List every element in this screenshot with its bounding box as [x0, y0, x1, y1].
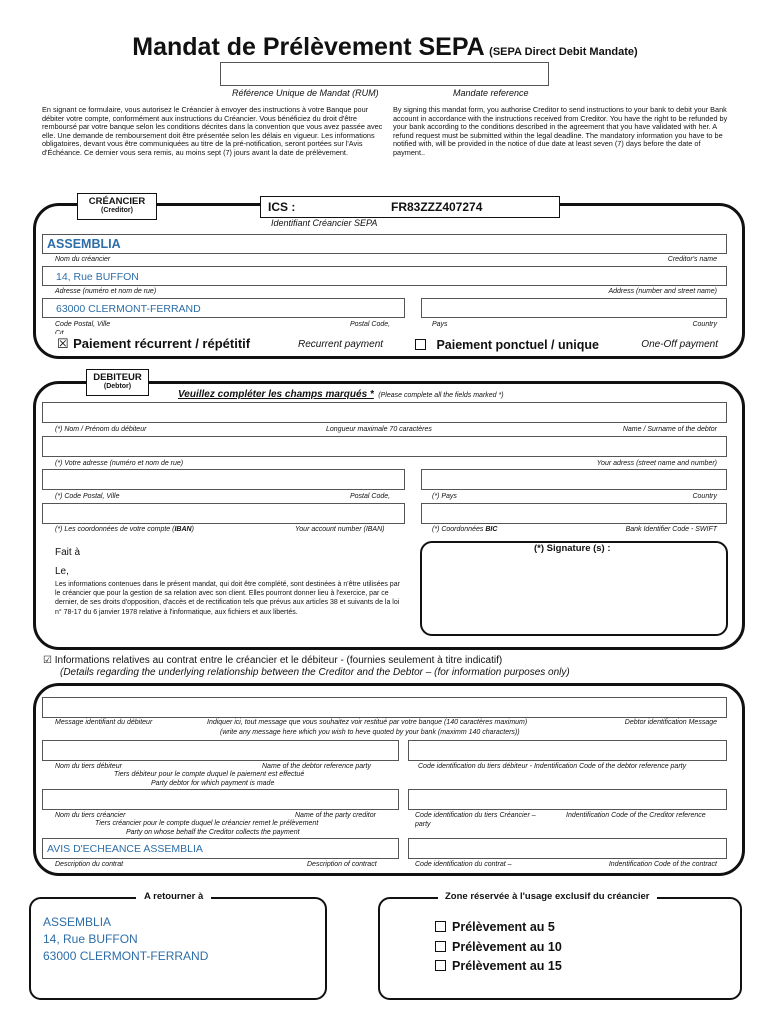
- debtor-bic-field[interactable]: [421, 503, 727, 524]
- oneoff-label-en: One-Off payment: [641, 339, 718, 350]
- oneoff-label: Paiement ponctuel / unique: [436, 338, 599, 352]
- tiers-creancier-code-label2: party: [415, 821, 431, 828]
- creancier-country-label: Pays: [432, 321, 448, 328]
- debtor-message-label: Message identifiant du débiteur: [55, 719, 153, 726]
- tiers-debiteur-code-label: Code identification du tiers débiteur - Indentification Code of the debtor reference party: [418, 763, 687, 770]
- recurrent-label: Paiement récurrent / répétitif: [73, 336, 251, 351]
- debtor-city-field[interactable]: [42, 469, 405, 490]
- return-address: [43, 914, 208, 965]
- debtor-bic-label: (*) Coordonnées BIC: [432, 526, 498, 533]
- creancier-country-field[interactable]: [421, 298, 727, 318]
- creancier-city-label: Code Postal, Ville: [55, 321, 111, 328]
- creancier-city-value: 63000 CLERMONT-FERRAND: [56, 303, 201, 315]
- creancier-address-field[interactable]: [42, 266, 727, 286]
- contract-code-field[interactable]: [408, 838, 727, 859]
- creancier-address-value: 14, Rue BUFFON: [56, 271, 139, 283]
- contract-description-label: Description du contrat: [55, 861, 124, 868]
- creancier-city-label-en: Postal Code,: [350, 321, 391, 328]
- ics-box: [260, 196, 560, 218]
- return-address-line1: ASSEMBLIA: [43, 915, 112, 929]
- tiers-debiteur-name-field[interactable]: [42, 740, 399, 761]
- tiers-debiteur-desc: Tiers débiteur pour le compte duquel le paiement est effectué: [114, 771, 305, 778]
- ics-label: ICS :: [268, 200, 296, 214]
- return-address-label: A retourner à: [136, 891, 211, 902]
- debit-day-options: [435, 918, 562, 977]
- rum-input[interactable]: [220, 62, 549, 86]
- contract-code-label: Code identification du contrat –: [415, 861, 512, 868]
- checkbox-icon[interactable]: [435, 960, 446, 971]
- tiers-creancier-label-en: Name of the party creditor: [295, 812, 376, 819]
- tiers-debiteur-label: Nom du tiers débiteur: [55, 763, 122, 770]
- creancier-label-en: (Creditor): [101, 207, 133, 214]
- debtor-city-label-en: Postal Code,: [350, 493, 391, 500]
- debtor-message-field[interactable]: [42, 697, 727, 718]
- intro-fr: En signant ce formulaire, vous autorisez le Créancier à envoyer des instructions à votre Banque pour débiter votre compte, conformément aux instructions du Créancier. Vous bénéficiez du droit d'être remboursé par votre banque selon les conditions décrites dans la convention que vous avez passée avec elle. Une demande de remboursement doit être présentée selon les délais en vigueur. Les informations obligatoires, devant vous être communiquées au titre de la pré-notification, seront portées sur l'Avis d'Échéance. Ce dernier vous sera remis, au moins sept (7) jours avant la date de prélèvement.: [42, 105, 383, 157]
- tiers-creancier-label: Nom du tiers créancier: [55, 812, 126, 819]
- tiers-debiteur-label-en: Name of the debtor reference party: [262, 763, 371, 770]
- debtor-message-hint-en: (write any message here which you wish to heve quoted by your bank (maximm 140 characters)): [220, 729, 520, 736]
- date-label: Le,: [55, 566, 69, 577]
- creancier-address-label: Adresse (numéro et nom de rue): [55, 288, 157, 295]
- debtor-city-label: (*) Code Postal, Ville: [55, 493, 120, 500]
- recurrent-option[interactable]: [57, 335, 250, 353]
- tiers-creancier-code-label-en: Indentification Code of the Creditor reference: [566, 812, 706, 819]
- debtor-message-hint: Indiquer ici, tout message que vous souhaitez voir restitué par votre banque (140 caractères maximum): [207, 719, 528, 726]
- oneoff-option[interactable]: [415, 336, 599, 354]
- debiteur-label-en: (Debtor): [103, 383, 132, 390]
- tiers-creancier-desc-en: Party on whose behalf the Creditor collects the payment: [126, 829, 300, 836]
- checkbox-icon[interactable]: [435, 921, 446, 932]
- debtor-bic-label-en: Bank Identifier Code - SWIFT: [625, 526, 717, 533]
- privacy-notice: Les informations contenues dans le présent mandat, qui doit être complété, sont destinées à n'être utilisées par le créancier que pour la gestion de sa relation avec son client. Elles pourront donner lieu à l'exercice, par ce dernier, de ses droits d'opposition, d'accès et de rectification tels que prévus aux articles 38 et suivants de la loi n° 78-17 du 6 janvier 1978 relative à l'informatique, aux fichiers et aux libertés.: [55, 581, 400, 616]
- contract-heading-mark: ☑: [43, 655, 52, 666]
- recurrent-checkbox-icon[interactable]: ☒: [57, 336, 69, 351]
- signature-box[interactable]: [420, 541, 728, 636]
- fait-a-label: Fait à: [55, 547, 81, 558]
- debtor-iban-field[interactable]: [42, 503, 405, 524]
- creancier-label: CRÉANCIER: [88, 196, 146, 207]
- tiers-debiteur-code-field[interactable]: [408, 740, 727, 761]
- oneoff-checkbox-icon[interactable]: [415, 339, 426, 350]
- signature-label: (*) Signature (s) :: [528, 543, 617, 554]
- creancier-country-label-en: Country: [692, 321, 717, 328]
- tiers-creancier-code-label: Code identification du tiers Créancier –: [415, 812, 536, 819]
- contract-heading: [43, 655, 502, 666]
- debtor-country-label: (*) Pays: [432, 493, 457, 500]
- contract-description-field[interactable]: [42, 838, 399, 859]
- debit-day-option-15[interactable]: Prélèvement au 15: [435, 957, 562, 977]
- debiteur-label: DEBITEUR: [93, 372, 142, 383]
- debtor-country-label-en: Country: [692, 493, 717, 500]
- checkbox-icon[interactable]: [435, 941, 446, 952]
- intro-en: By signing this mandat form, you authorise Creditor to send instructions to your bank to debit your Bank account in accordance with the instructions received from Creditor. You have the right to be refunded by your bank according to the conditions described in the agreement that you have validated with her. A refund request must be submitted within the legal deadline. The mandatory information you have to be notified with, will be provided in the notice of due date at least seven (7) days before the date of payment..: [393, 105, 728, 157]
- debiteur-label-box: [86, 369, 149, 396]
- creancier-label-box: [77, 193, 157, 220]
- title-main: Mandat de Prélèvement SEPA: [132, 33, 485, 61]
- contract-description-value: AVIS D'ECHEANCE ASSEMBLIA: [47, 843, 203, 855]
- contract-heading-en: (Details regarding the underlying relationship between the Creditor and the Debtor – (for information purposes only): [60, 667, 570, 678]
- tiers-creancier-name-field[interactable]: [42, 789, 399, 810]
- reserved-zone-label: Zone réservée à l'usage exclusif du créancier: [438, 891, 657, 902]
- creancier-name-label: Nom du créancier: [55, 256, 111, 263]
- ics-caption: Identifiant Créancier SEPA: [271, 218, 378, 228]
- contract-heading-fr: Informations relatives au contrat entre le créancier et le débiteur - (fournies seulement à titre indicatif): [54, 655, 503, 666]
- creancier-address-label-en: Address (number and street name): [608, 288, 717, 295]
- return-address-line2: 14, Rue BUFFON: [43, 932, 138, 946]
- debtor-country-field[interactable]: [421, 469, 727, 490]
- debtor-message-label-en: Debtor identification Message: [624, 719, 717, 726]
- creancier-city-field[interactable]: [42, 298, 405, 318]
- page-title: [0, 33, 770, 62]
- creancier-name-value: ASSEMBLIA: [47, 237, 121, 251]
- debtor-address-label: (*) Votre adresse (numéro et nom de rue): [55, 460, 184, 467]
- tiers-creancier-code-field[interactable]: [408, 789, 727, 810]
- debtor-address-field[interactable]: [42, 436, 727, 457]
- creancier-name-field[interactable]: [42, 234, 727, 254]
- debiteur-instruction-en: (Please complete all the fields marked *): [378, 392, 504, 399]
- debtor-name-label-en: Name / Surname of the debtor: [622, 426, 717, 433]
- debiteur-instruction-fr: Veuillez compléter les champs marqués *: [178, 389, 374, 400]
- title-sub: (SEPA Direct Debit Mandate): [489, 46, 638, 58]
- rum-label: Référence Unique de Mandat (RUM): [232, 88, 379, 98]
- tiers-creancier-desc: Tiers créancier pour le compte duquel le créancier remet le prélèvement: [95, 820, 319, 827]
- debtor-name-max: Longueur maximale 70 caractères: [326, 426, 432, 433]
- contract-description-label-en: Description of contract: [307, 861, 377, 868]
- debiteur-instruction: [178, 384, 504, 402]
- creancier-city-label-cut: Cit: [55, 330, 64, 334]
- debit-day-option-10[interactable]: Prélèvement au 10: [435, 938, 562, 958]
- recurrent-label-en: Recurrent payment: [298, 339, 384, 350]
- debtor-name-label: (*) Nom / Prénom du débiteur: [55, 426, 147, 433]
- contract-code-label-en: Indentification Code of the contract: [608, 861, 717, 868]
- debtor-iban-label: (*) Les coordonnées de votre compte (IBAN): [55, 526, 194, 533]
- debtor-name-field[interactable]: [42, 402, 727, 423]
- creancier-name-label-en: Creditor's name: [667, 256, 717, 263]
- debit-day-option-5[interactable]: Prélèvement au 5: [435, 918, 562, 938]
- debtor-address-label-en: Your adress (street name and number): [596, 460, 717, 467]
- return-address-line3: 63000 CLERMONT-FERRAND: [43, 949, 209, 963]
- debtor-iban-label-en: Your account number (IBAN): [295, 526, 385, 533]
- tiers-debiteur-desc-en: Party debtor for which payment is made: [151, 780, 275, 787]
- rum-label-en: Mandate reference: [453, 88, 529, 98]
- ics-value: FR83ZZZ407274: [391, 200, 483, 214]
